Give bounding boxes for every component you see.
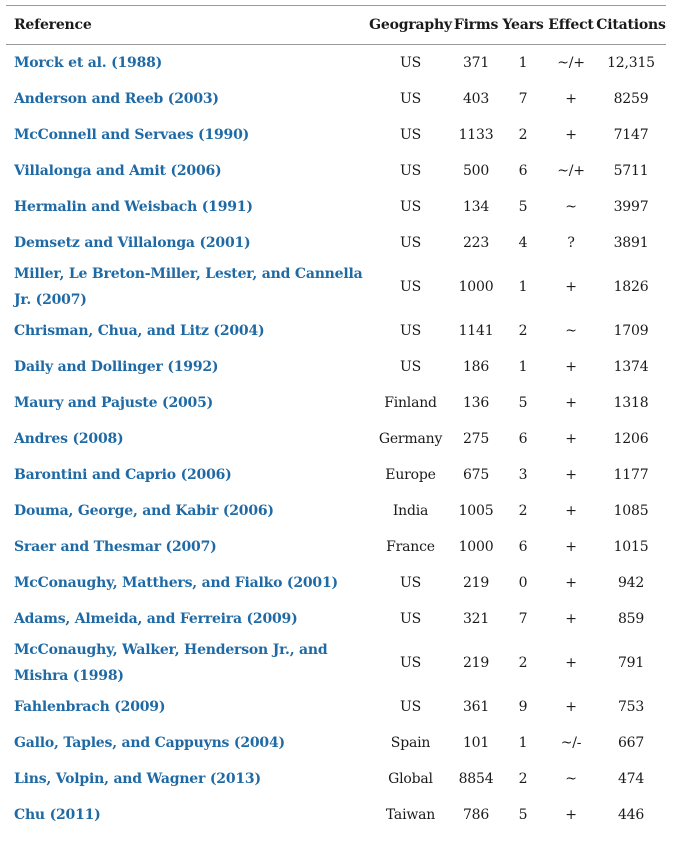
cell-firms: 219 [462,655,490,671]
cell-firms: 500 [462,163,490,179]
references-table [6,5,666,833]
cell-effect: + [565,467,577,483]
cell-reference[interactable]: Adams, Almeida, and Ferreira (2009) [14,611,298,627]
table-row [6,689,666,725]
cell-geography: US [400,699,421,715]
table-row [6,493,666,529]
cell-years: 6 [518,431,528,447]
cell-effect: + [565,699,577,715]
header-citations: Citations [596,17,666,33]
cell-firms: 1000 [458,539,494,555]
cell-firms: 1141 [458,323,494,339]
table-row [6,117,666,153]
cell-effect: + [565,807,577,823]
cell-reference[interactable]: Miller, Le Breton-Miller, Lester, and Cannella Jr. (2007) [14,266,363,308]
table-body [6,45,666,834]
cell-citations: 474 [617,771,645,787]
cell-reference[interactable]: Sraer and Thesmar (2007) [14,539,217,555]
cell-geography: Europe [385,467,436,483]
cell-reference[interactable]: Anderson and Reeb (2003) [14,91,219,107]
cell-effect: + [565,395,577,411]
cell-citations: 1085 [613,503,649,519]
cell-reference[interactable]: McConnell and Servaes (1990) [14,127,250,143]
table-row [6,637,666,689]
cell-years: 7 [518,91,528,107]
cell-citations: 791 [617,655,645,671]
cell-citations: 1318 [613,395,649,411]
cell-reference[interactable]: Gallo, Taples, and Cappuyns (2004) [14,735,285,751]
cell-citations: 5711 [613,163,649,179]
cell-reference[interactable]: Fahlenbrach (2009) [14,699,166,715]
cell-reference[interactable]: McConaughy, Matthers, and Fialko (2001) [14,575,338,591]
table-row [6,797,666,833]
cell-years: 2 [518,655,528,671]
cell-citations: 1709 [613,323,649,339]
table-row [6,349,666,385]
cell-years: 9 [518,699,528,715]
cell-years: 1 [518,55,528,71]
cell-years: 2 [518,503,528,519]
cell-citations: 3997 [613,199,649,215]
table-row [6,565,666,601]
cell-geography: US [400,199,421,215]
cell-reference[interactable]: Chrisman, Chua, and Litz (2004) [14,323,265,339]
cell-firms: 275 [462,431,490,447]
cell-effect: + [565,431,577,447]
cell-geography: Finland [384,395,437,411]
cell-geography: US [400,655,421,671]
cell-effect: + [565,575,577,591]
cell-geography: US [400,91,421,107]
cell-firms: 403 [462,91,490,107]
cell-effect: ~/+ [557,55,585,71]
cell-reference[interactable]: Hermalin and Weisbach (1991) [14,199,253,215]
cell-geography: France [386,539,435,555]
cell-citations: 3891 [613,235,649,251]
cell-firms: 101 [462,735,490,751]
cell-reference[interactable]: Morck et al. (1988) [14,55,163,71]
table-row [6,601,666,637]
cell-years: 6 [518,163,528,179]
cell-geography: Taiwan [385,807,436,823]
header-reference: Reference [14,17,92,33]
cell-citations: 8259 [613,91,649,107]
cell-firms: 136 [462,395,490,411]
cell-years: 4 [518,235,528,251]
cell-effect: ? [567,235,575,251]
cell-firms: 186 [462,359,490,375]
cell-geography: Germany [378,431,443,447]
cell-geography: US [400,55,421,71]
cell-effect: + [565,539,577,555]
table-row [6,45,666,82]
cell-geography: US [400,611,421,627]
cell-effect: + [565,127,577,143]
cell-citations: 7147 [613,127,649,143]
table-row [6,153,666,189]
header-firms: Firms [453,17,499,33]
cell-geography: US [400,575,421,591]
cell-geography: US [400,235,421,251]
cell-firms: 1133 [458,127,494,143]
cell-firms: 219 [462,575,490,591]
cell-citations: 859 [617,611,645,627]
cell-firms: 8854 [458,771,494,787]
cell-effect: + [565,655,577,671]
cell-reference[interactable]: Lins, Volpin, and Wagner (2013) [14,771,261,787]
cell-citations: 1015 [613,539,649,555]
cell-reference[interactable]: Maury and Pajuste (2005) [14,395,214,411]
table-row [6,225,666,261]
cell-geography: US [400,359,421,375]
cell-geography: US [400,323,421,339]
cell-years: 5 [518,199,528,215]
cell-years: 6 [518,539,528,555]
cell-effect: ~ [565,199,577,215]
cell-effect: ~/- [560,735,582,751]
cell-years: 3 [518,467,528,483]
cell-firms: 675 [462,467,490,483]
cell-citations: 446 [617,807,645,823]
cell-years: 1 [518,735,528,751]
table-row [6,457,666,493]
cell-effect: + [565,611,577,627]
cell-effect: ~ [565,323,577,339]
cell-years: 5 [518,395,528,411]
cell-years: 2 [518,323,528,339]
cell-reference[interactable]: Demsetz and Villalonga (2001) [14,235,251,251]
cell-firms: 1000 [458,279,494,295]
table-row [6,81,666,117]
cell-effect: + [565,91,577,107]
cell-firms: 134 [462,199,490,215]
cell-reference[interactable]: Daily and Dollinger (1992) [14,359,219,375]
table-header-row [6,6,666,45]
cell-years: 2 [518,771,528,787]
cell-citations: 942 [617,575,645,591]
table-row [6,385,666,421]
cell-years: 1 [518,279,528,295]
table-row [6,529,666,565]
cell-years: 5 [518,807,528,823]
cell-effect: + [565,279,577,295]
cell-geography: US [400,279,421,295]
cell-citations: 1826 [613,279,649,295]
header-years: Years [502,17,544,33]
table-row [6,261,666,313]
cell-firms: 786 [462,807,490,823]
cell-firms: 371 [462,55,490,71]
cell-firms: 361 [462,699,490,715]
cell-effect: ~ [565,771,577,787]
header-effect: Effect [548,17,594,33]
table-row [6,189,666,225]
cell-firms: 1005 [458,503,494,519]
cell-effect: + [565,359,577,375]
cell-reference[interactable]: Douma, George, and Kabir (2006) [14,503,274,519]
cell-reference[interactable]: Andres (2008) [14,431,124,447]
cell-reference[interactable]: Villalonga and Amit (2006) [14,163,222,179]
cell-firms: 223 [462,235,490,251]
cell-effect: + [565,503,577,519]
cell-years: 7 [518,611,528,627]
cell-years: 1 [518,359,528,375]
cell-citations: 667 [617,735,645,751]
cell-reference[interactable]: Barontini and Caprio (2006) [14,467,232,483]
cell-citations: 1177 [613,467,649,483]
table-row [6,725,666,761]
table-row [6,761,666,797]
cell-reference[interactable]: McConaughy, Walker, Henderson Jr., and Mishra (1998) [14,642,328,684]
cell-geography: US [400,163,421,179]
cell-geography: Global [388,771,433,787]
cell-citations: 753 [617,699,645,715]
cell-years: 2 [518,127,528,143]
table-row [6,313,666,349]
references-table-container [6,5,666,833]
cell-citations: 12,315 [607,55,655,71]
cell-years: 0 [518,575,528,591]
header-geography: Geography [369,17,452,33]
cell-geography: Spain [390,735,431,751]
cell-reference[interactable]: Chu (2011) [14,807,101,823]
cell-geography: India [392,503,429,519]
cell-effect: ~/+ [557,163,585,179]
cell-citations: 1374 [613,359,649,375]
cell-geography: US [400,127,421,143]
cell-citations: 1206 [613,431,649,447]
cell-firms: 321 [462,611,490,627]
table-row [6,421,666,457]
